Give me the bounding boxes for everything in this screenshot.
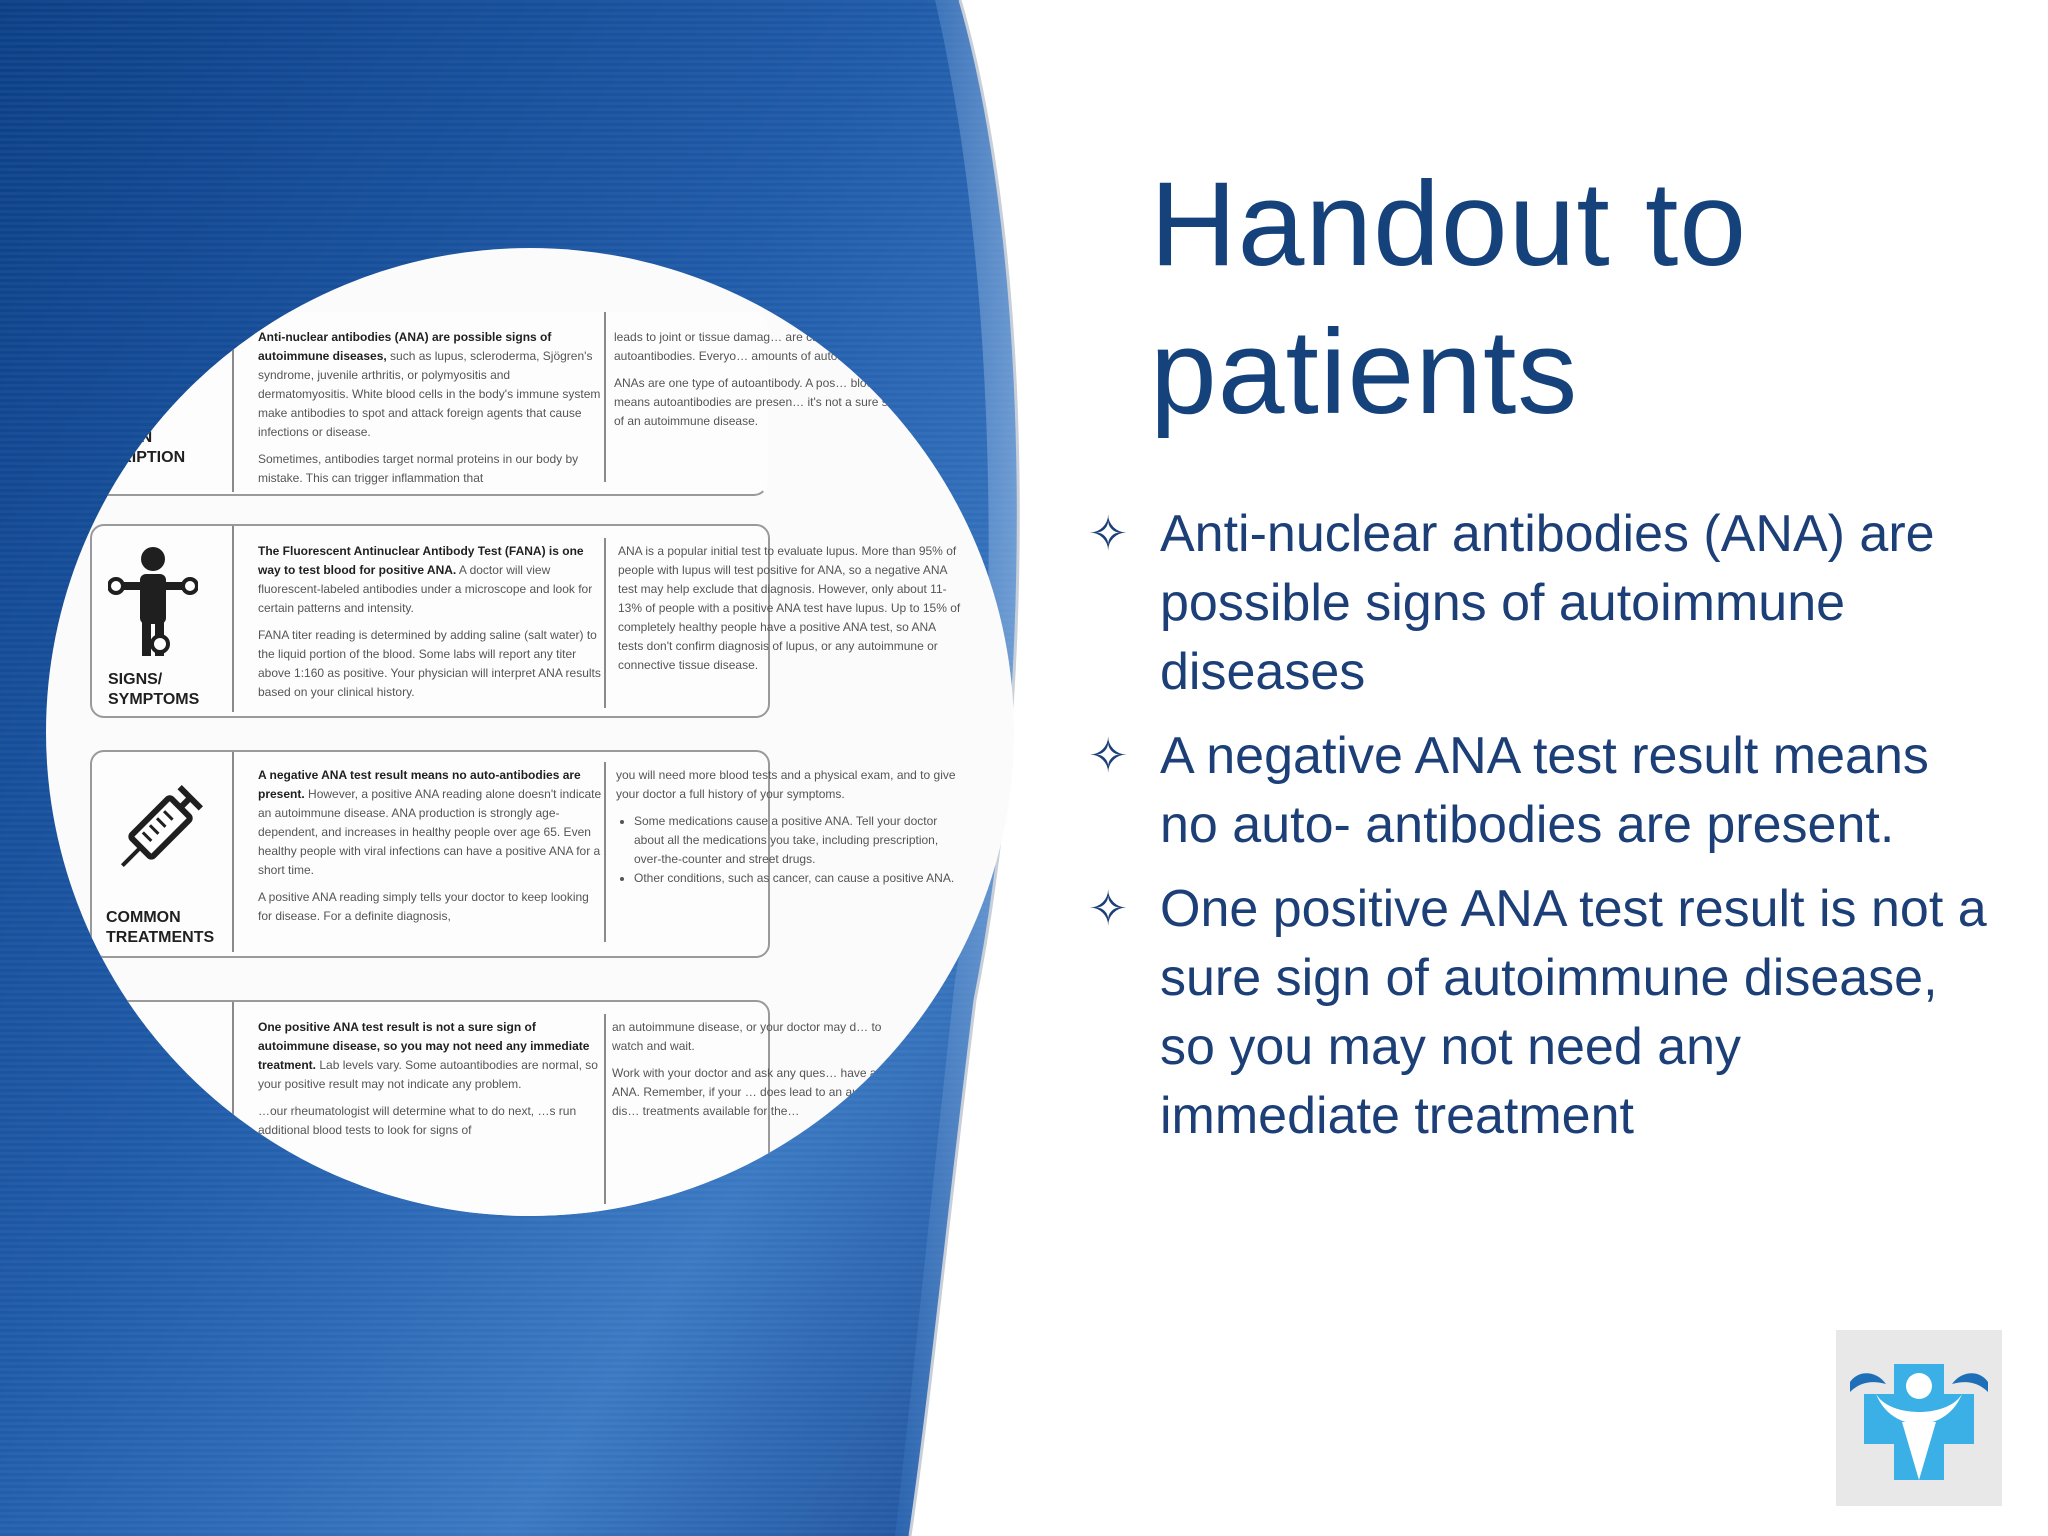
handout-divider	[232, 526, 234, 712]
handout-image	[46, 248, 1014, 1216]
handout-section-left-text	[258, 542, 603, 710]
handout-paragraph	[258, 888, 603, 926]
handout-section-left-text	[258, 1018, 603, 1148]
bullet-item	[1088, 875, 1988, 1151]
handout-bold: One positive ANA test result is not a sure sign of autoimmune disease, so you may not need any immediate treatment.	[258, 1020, 590, 1072]
handout-text: Work with your doctor and ask any ques… have about ANA. Remember, if your … does lead to an autoimmune dis… treatments available for the…	[612, 1066, 912, 1118]
handout-bold: A negative ANA test result means no auto-antibodies are present.	[258, 768, 581, 801]
handout-bold: Anti-nuclear antibodies (ANA) are possible signs of autoimmune diseases,	[258, 330, 552, 363]
handout-paragraph	[258, 1018, 603, 1094]
handout-divider	[232, 1002, 234, 1216]
syringe-icon	[102, 776, 212, 886]
handout-divider	[604, 1014, 606, 1204]
handout-text: leads to joint or tissue damag… are called autoantibodies. Everyo… amounts of autoantibodies.	[614, 330, 896, 363]
handout-list-item: • Some medications cause a positive ANA. Tell your doctor about all the medications you take, including prescription, over-the-counter and street drugs.	[634, 812, 961, 869]
person-body-icon	[108, 544, 198, 664]
handout-paragraph	[616, 766, 961, 804]
handout-divider	[604, 312, 606, 482]
bullet-text: A negative ANA test result means no auto- antibodies are present.	[1160, 727, 1929, 854]
handout-paragraph	[258, 766, 603, 880]
handout-section-label: DITION SCRIPTION	[98, 429, 186, 466]
handout-paragraph	[614, 328, 914, 366]
handout-section-left-text	[258, 766, 603, 934]
handout-paragraph	[258, 1102, 603, 1140]
medical-cross-logo	[1836, 1330, 2002, 1506]
handout-paragraph	[258, 542, 603, 618]
bullet-item	[1088, 500, 1988, 707]
handout-divider	[232, 312, 234, 492]
handout-paragraph	[258, 626, 603, 702]
bullet-item	[1088, 722, 1988, 860]
bullet-list	[1088, 500, 1988, 1166]
bullet-text: Anti-nuclear antibodies (ANA) are possible signs of autoimmune diseases	[1160, 505, 1935, 701]
handout-text: A doctor will view fluorescent-labeled antibodies under a microscope and look for certain patterns and intensity.	[258, 563, 593, 615]
bullet-text: One positive ANA test result is not a sure sign of autoimmune disease, so you may not need any immediate treatment	[1160, 880, 1987, 1145]
handout-section-right-text	[614, 328, 914, 439]
handout-text: such as lupus, scleroderma, Sjögren's syndrome, juvenile arthritis, or polymyositis and dermatomyositis. White blood cells in the body's immune system make antibodies to spot and attack foreign agents that cause infections or disease.	[258, 349, 601, 439]
star-bullet-icon: ✧	[1088, 728, 1129, 784]
star-bullet-icon: ✧	[1088, 506, 1129, 562]
handout-text: …our rheumatologist will determine what to do next, …s run additional blood tests to look for signs of	[258, 1104, 577, 1137]
star-bullet-icon: ✧	[1088, 881, 1129, 937]
handout-text: ANA is a popular initial test to evaluate lupus. More than 95% of people with lupus will test positive for ANA, so a negative ANA test may help exclude that diagnosis. However, only about 11-13% of people with a positive ANA test have lupus. Up to 15% of completely healthy people have a positive ANA test, so ANA tests don't confirm diagnosis of lupus, or any autoimmune or connective tissue disease.	[618, 544, 961, 672]
handout-paragraph	[618, 542, 963, 675]
handout-text: However, a positive ANA reading alone doesn't indicate an autoimmune disease. ANA production is strongly age-dependent, and increases in healthy people over age 65. Even healthy people with viral infections can have a positive ANA for a short time.	[258, 787, 602, 877]
medical-cross-logo-icon	[1836, 1330, 2002, 1506]
handout-divider	[604, 538, 606, 708]
handout-paragraph	[612, 1018, 912, 1056]
handout-paragraph	[258, 328, 603, 442]
handout-paragraph	[614, 374, 914, 431]
handout-section-right-text	[612, 1018, 912, 1129]
handout-divider	[232, 752, 234, 952]
slide-title: Handout to patients	[1150, 157, 1748, 439]
handout-text: Lab levels vary. Some autoantibodies are normal, so your positive result may not indicate any problem.	[258, 1058, 598, 1091]
handout-section-right-text	[616, 766, 961, 888]
partial-circle-icon	[106, 1006, 166, 1066]
handout-section-right-text	[618, 542, 963, 683]
handout-sheet	[46, 248, 1014, 1216]
handout-text: FANA titer reading is determined by adding saline (salt water) to the liquid portion of the blood. Some labs will report any titer above 1:160 as positive. Your physician will interpret ANA results based on your clinical history.	[258, 628, 601, 699]
handout-text: ANAs are one type of autoantibody. A pos… blood test means autoantibodies are presen… it's not a sure sign of an autoimmune disease.	[614, 376, 904, 428]
handout-text: you will need more blood tests and a physical exam, and to give your doctor a full history of your symptoms.	[616, 768, 956, 801]
handout-section-left-text	[258, 328, 603, 496]
handout-section-label: COMMON TREATMENTS	[106, 909, 215, 946]
handout-paragraph	[612, 1064, 912, 1121]
handout-text: A positive ANA reading simply tells your doctor to keep looking for disease. For a definite diagnosis,	[258, 890, 589, 923]
handout-divider	[604, 762, 606, 942]
handout-section-label: SIGNS/ SYMPTOMS	[108, 671, 200, 708]
handout-list-item: • Other conditions, such as cancer, can cause a positive ANA.	[634, 869, 961, 888]
handout-list	[616, 812, 961, 888]
handout-text: Sometimes, antibodies target normal proteins in our body by mistake. This can trigger inflammation that	[258, 452, 579, 485]
handout-bold: The Fluorescent Antinuclear Antibody Test (FANA) is one way to test blood for positive ANA.	[258, 544, 584, 577]
handout-text: an autoimmune disease, or your doctor may d… to watch and wait.	[612, 1020, 882, 1053]
handout-paragraph	[258, 450, 603, 488]
